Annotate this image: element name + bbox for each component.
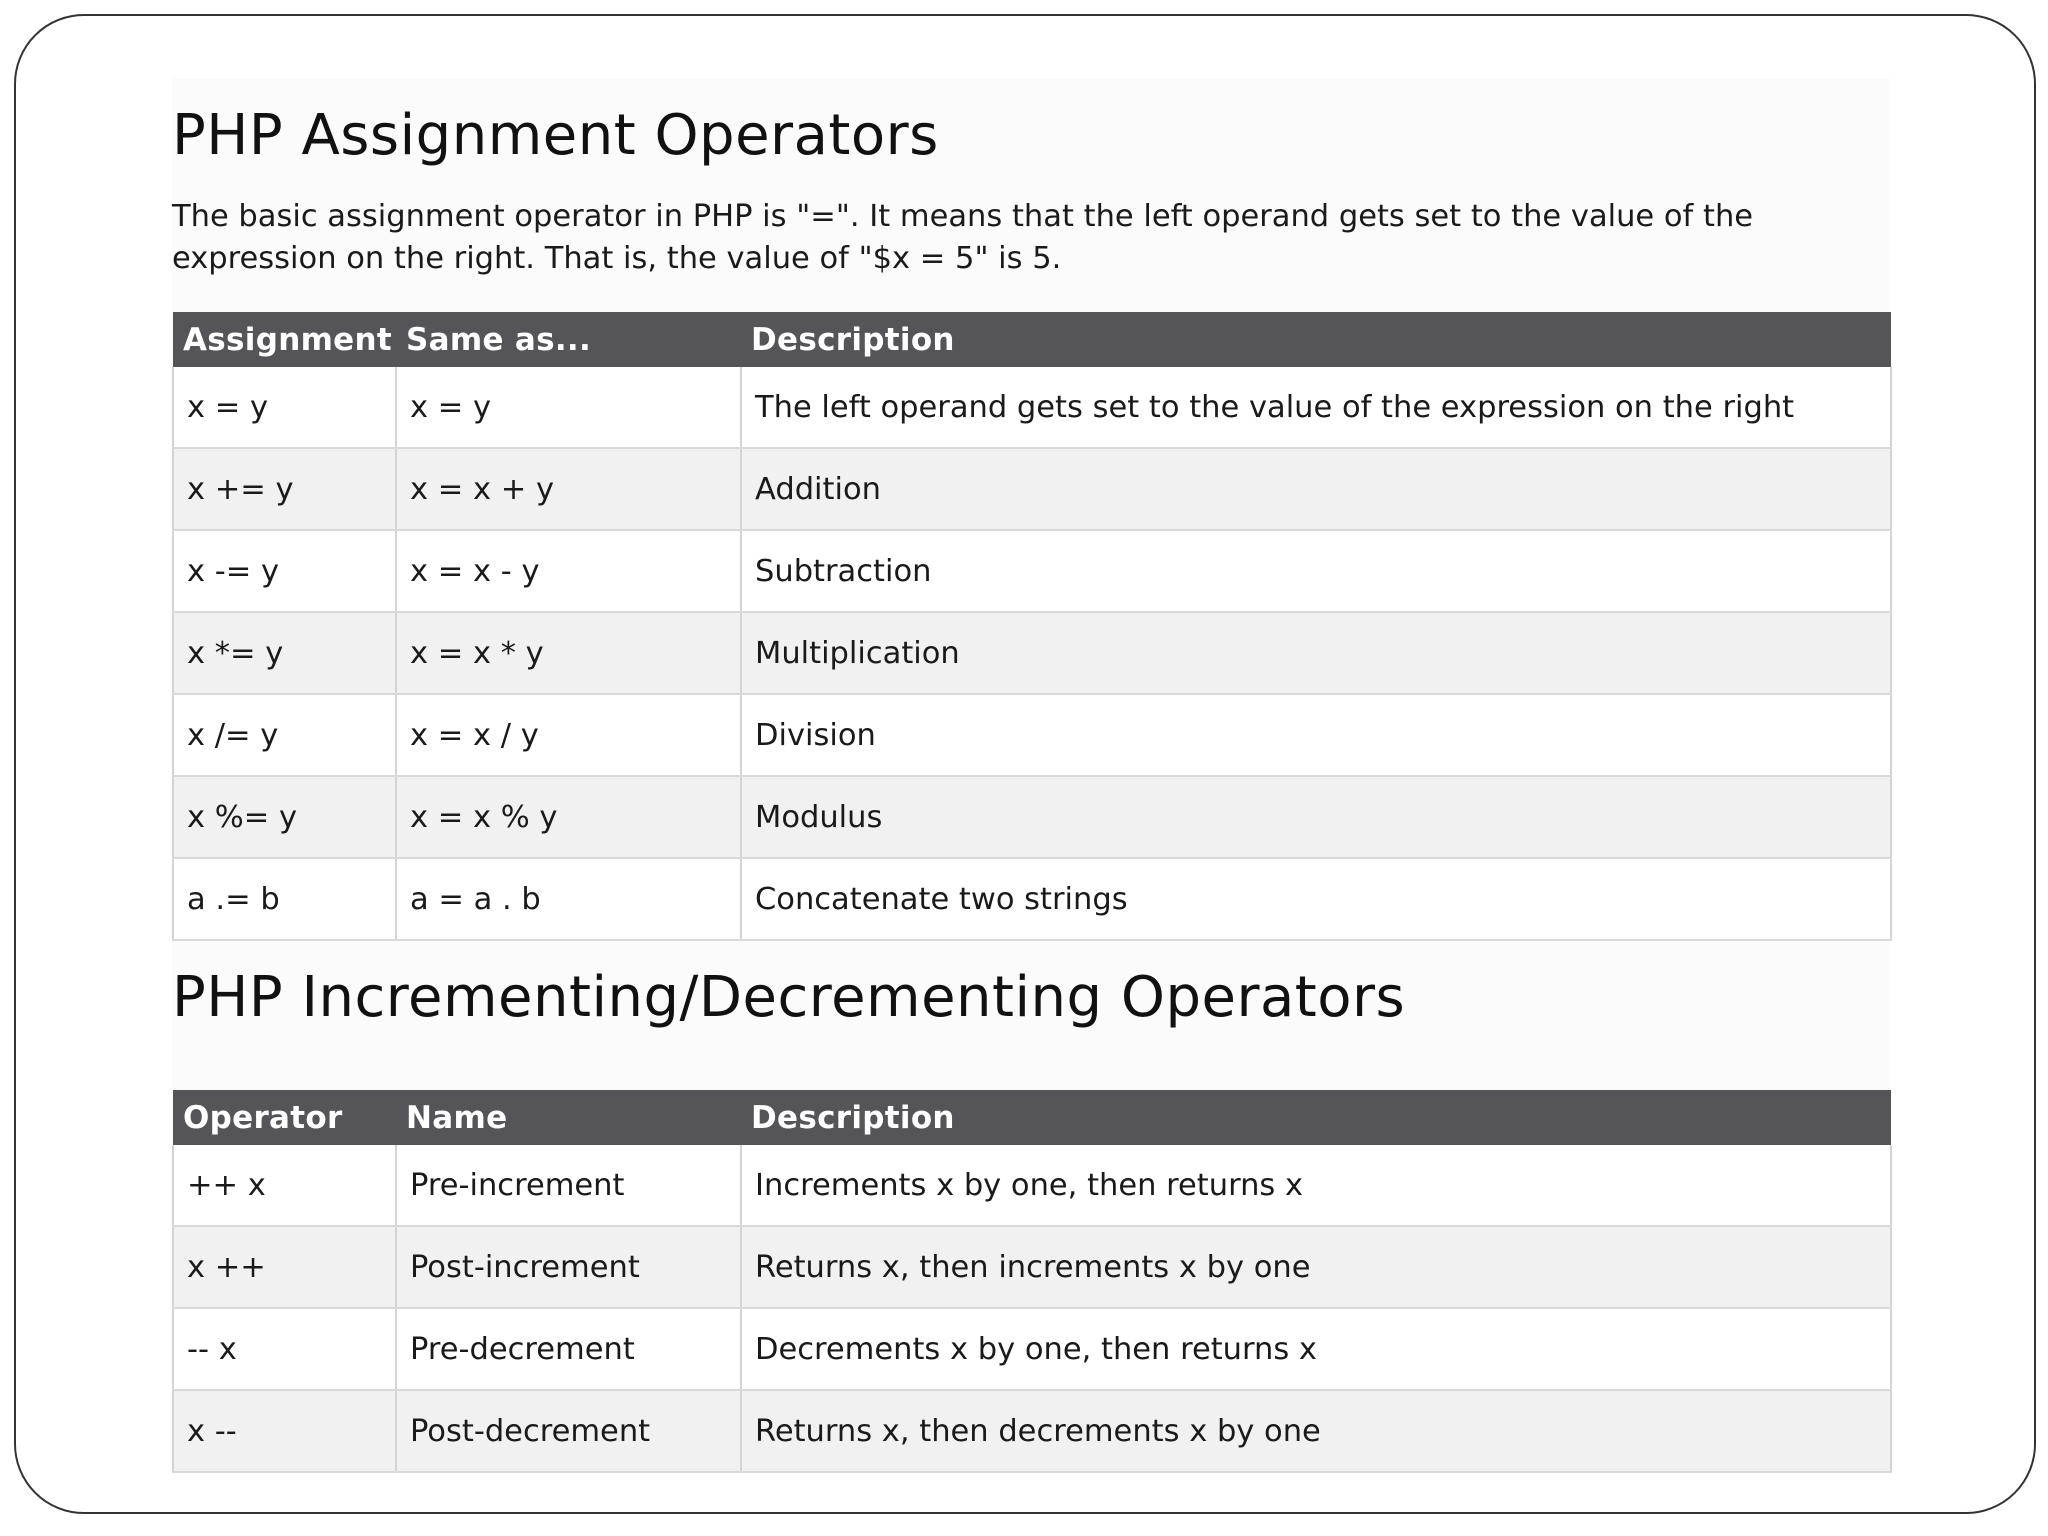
- table-row: [173, 1390, 1891, 1472]
- column-header-operator: Operator: [173, 1090, 396, 1145]
- slide-content: [172, 78, 1890, 1468]
- assignment-intro-paragraph: [172, 196, 1890, 280]
- operator-cell: x --: [173, 1390, 396, 1472]
- assignment-operators-table: [172, 312, 1892, 941]
- name-cell: Post-decrement: [396, 1390, 741, 1472]
- assignment-cell: x = y: [173, 367, 396, 448]
- table-header-row: [173, 1090, 1891, 1145]
- description-cell: Decrements x by one, then returns x: [741, 1308, 1891, 1390]
- assignment-cell: a .= b: [173, 858, 396, 940]
- name-cell: Post-increment: [396, 1226, 741, 1308]
- intro-line-1: The basic assignment operator in PHP is "=". It means that the left operand gets set to the value of the: [172, 199, 1754, 234]
- same-as-cell: x = x / y: [396, 694, 741, 776]
- description-cell: Modulus: [741, 776, 1891, 858]
- same-as-cell: x = x - y: [396, 530, 741, 612]
- assignment-cell: x -= y: [173, 530, 396, 612]
- table-row: [173, 1308, 1891, 1390]
- intro-line-2: expression on the right. That is, the value of "$x = 5" is 5.: [172, 241, 1062, 276]
- table-header-row: [173, 312, 1891, 367]
- operator-cell: ++ x: [173, 1145, 396, 1226]
- table-row: [173, 1226, 1891, 1308]
- name-cell: Pre-increment: [396, 1145, 741, 1226]
- column-header-same-as: Same as...: [396, 312, 741, 367]
- same-as-cell: x = x * y: [396, 612, 741, 694]
- table-row: [173, 1145, 1891, 1226]
- assignment-cell: x *= y: [173, 612, 396, 694]
- name-cell: Pre-decrement: [396, 1308, 741, 1390]
- operator-cell: x ++: [173, 1226, 396, 1308]
- assignment-cell: x += y: [173, 448, 396, 530]
- table-row: [173, 694, 1891, 776]
- description-cell: The left operand gets set to the value of the expression on the right: [741, 367, 1891, 448]
- description-cell: Increments x by one, then returns x: [741, 1145, 1891, 1226]
- description-cell: Multiplication: [741, 612, 1891, 694]
- table-row: [173, 448, 1891, 530]
- table-row: [173, 612, 1891, 694]
- table-row: [173, 530, 1891, 612]
- description-cell: Returns x, then increments x by one: [741, 1226, 1891, 1308]
- description-cell: Returns x, then decrements x by one: [741, 1390, 1891, 1472]
- same-as-cell: x = y: [396, 367, 741, 448]
- column-header-description: Description: [741, 1090, 1891, 1145]
- table-row: [173, 367, 1891, 448]
- table-row: [173, 858, 1891, 940]
- incdec-operators-table: [172, 1090, 1892, 1473]
- assignment-operators-title: PHP Assignment Operators: [172, 103, 939, 168]
- description-cell: Subtraction: [741, 530, 1891, 612]
- same-as-cell: x = x + y: [396, 448, 741, 530]
- same-as-cell: x = x % y: [396, 776, 741, 858]
- same-as-cell: a = a . b: [396, 858, 741, 940]
- assignment-cell: x /= y: [173, 694, 396, 776]
- assignment-cell: x %= y: [173, 776, 396, 858]
- column-header-name: Name: [396, 1090, 741, 1145]
- description-cell: Addition: [741, 448, 1891, 530]
- slide-frame: [14, 14, 2036, 1514]
- column-header-description: Description: [741, 312, 1891, 367]
- operator-cell: -- x: [173, 1308, 396, 1390]
- table-row: [173, 776, 1891, 858]
- incdec-operators-title: PHP Incrementing/Decrementing Operators: [172, 965, 1406, 1030]
- description-cell: Division: [741, 694, 1891, 776]
- column-header-assignment: Assignment: [173, 312, 396, 367]
- description-cell: Concatenate two strings: [741, 858, 1891, 940]
